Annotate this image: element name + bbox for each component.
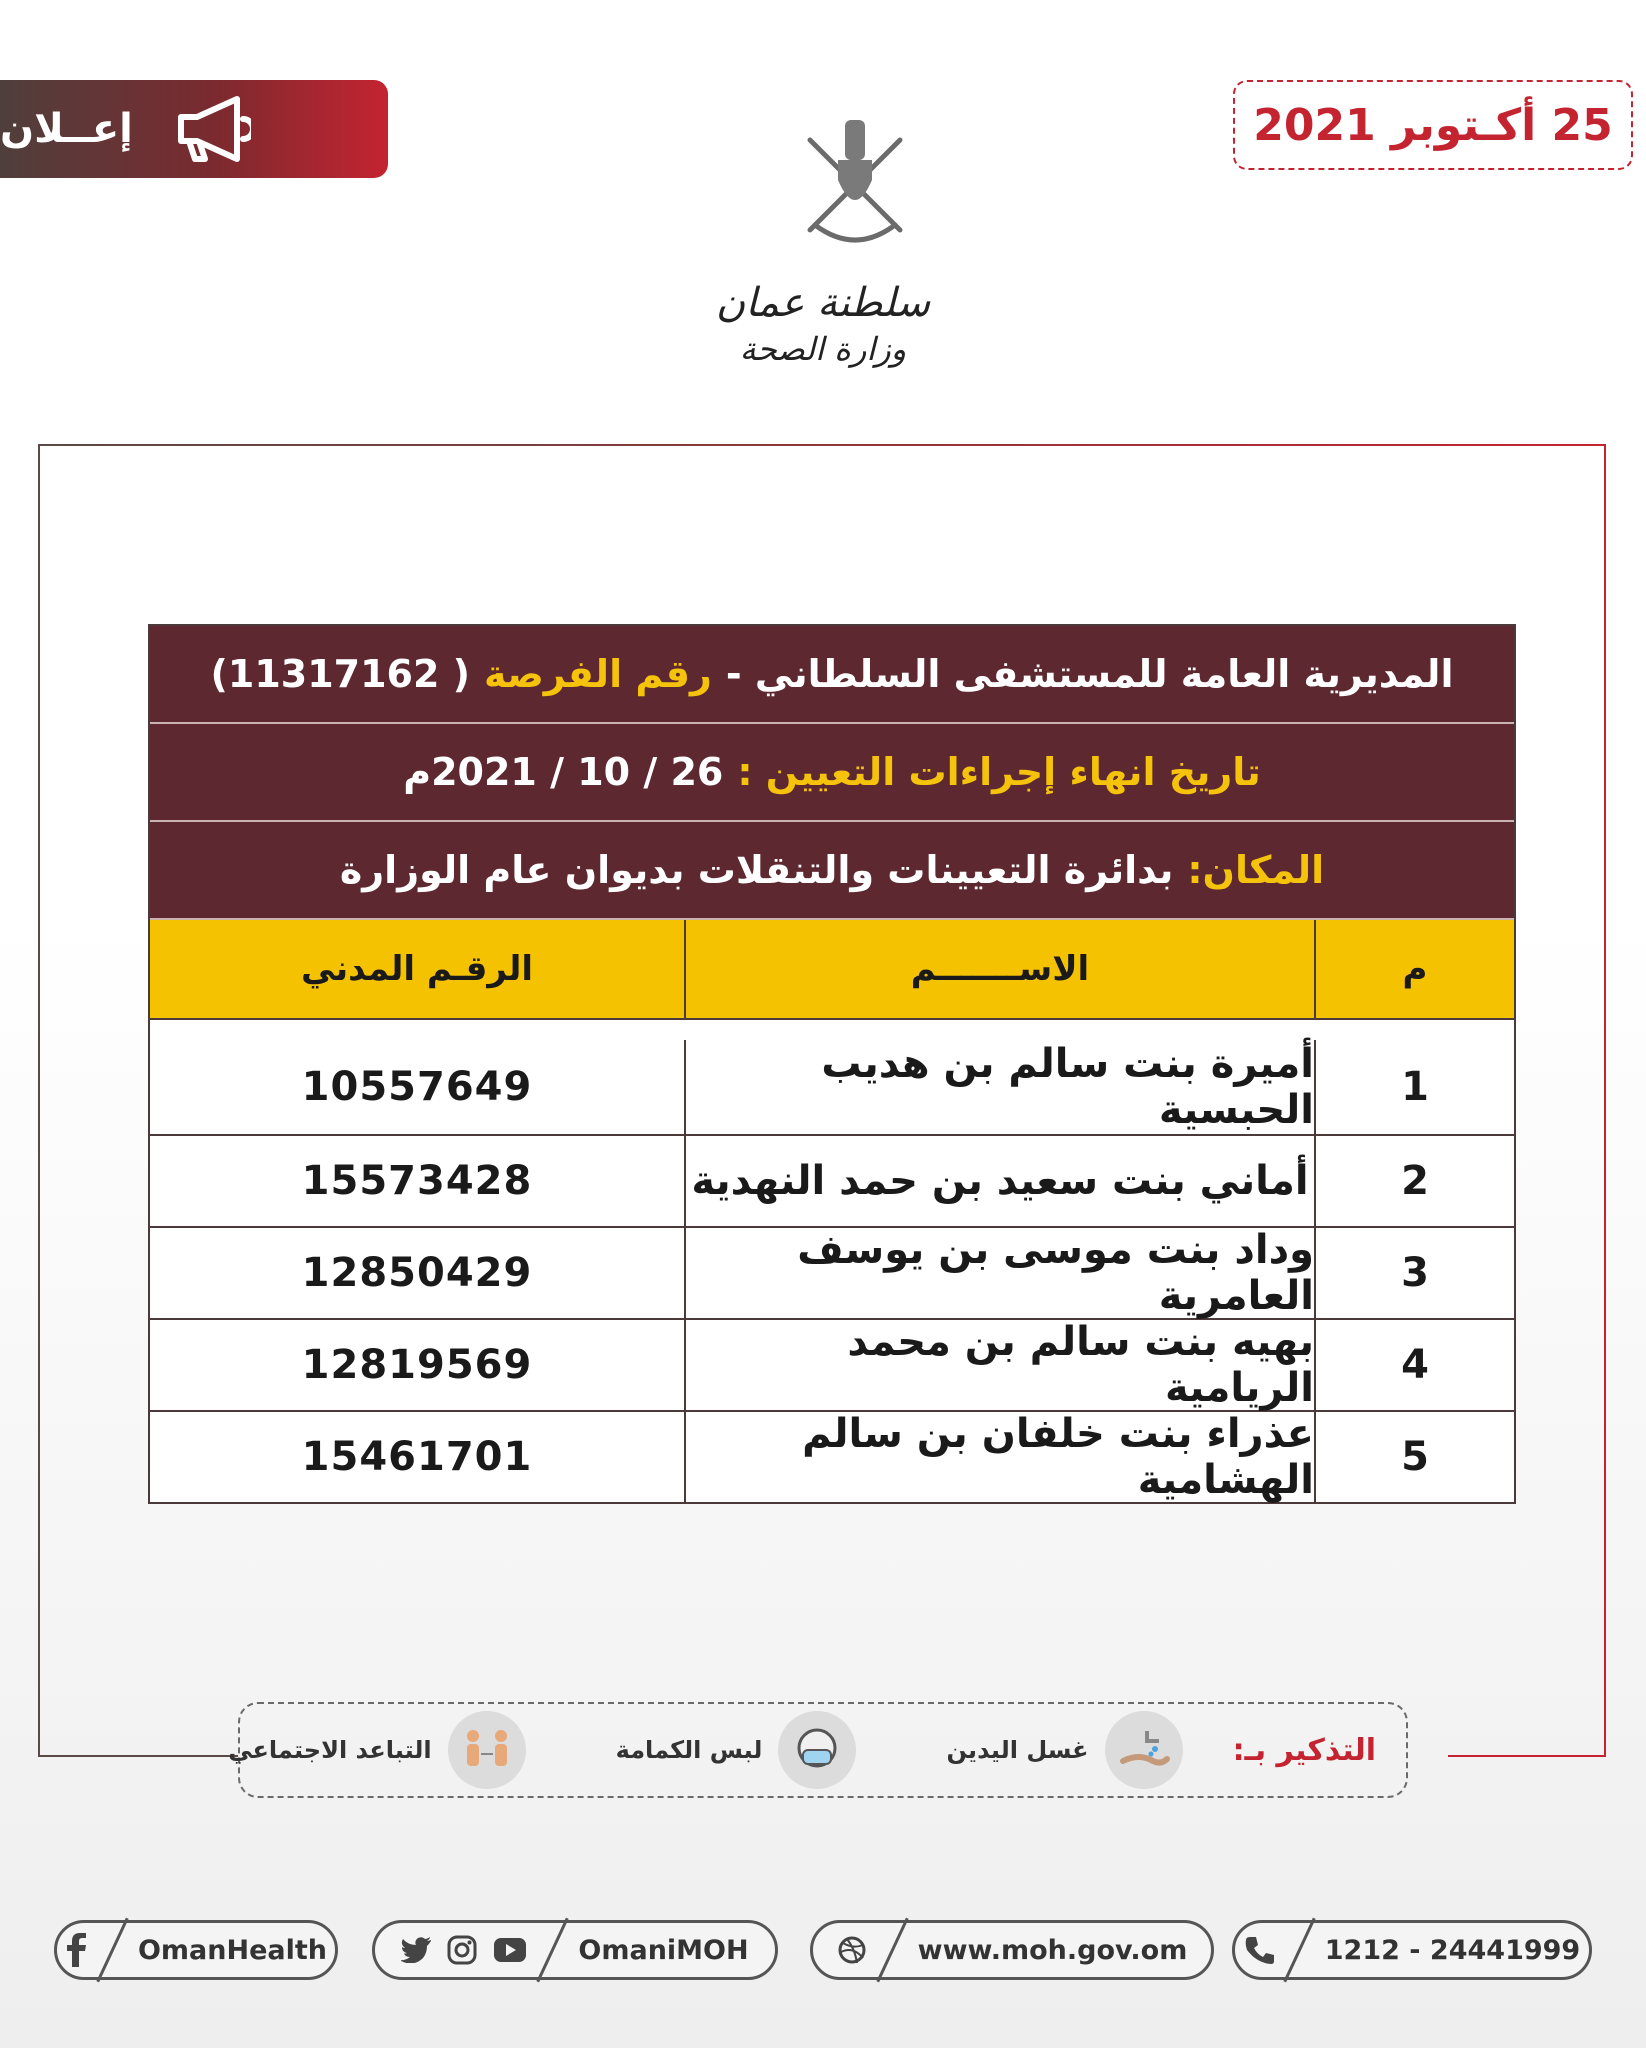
cell-name: بهيه بنت سالم بن محمد الريامية <box>684 1320 1314 1410</box>
divider <box>96 1918 128 1983</box>
phone-icon <box>1244 1935 1274 1965</box>
cell-civil-id: 15461701 <box>301 1434 533 1480</box>
cell-name: عذراء بنت خلفان بن سالم الهشامية <box>684 1412 1314 1502</box>
dribbble-icon <box>837 1935 867 1965</box>
table-row <box>150 1410 1514 1502</box>
col-header-civil-id: الرقـم المدني <box>301 949 533 989</box>
frame-line <box>38 444 1606 446</box>
frame-line <box>1604 444 1606 1757</box>
table-row <box>150 1226 1514 1318</box>
reminder-item-hand-wash <box>946 1711 1182 1789</box>
cell-name: أميرة بنت سالم بن هديب الحبسية <box>684 1040 1314 1134</box>
social-handle: OmaniMOH <box>578 1934 749 1966</box>
social-distance-icon <box>448 1711 526 1789</box>
frame-line <box>38 1755 238 1757</box>
instagram-icon <box>447 1935 477 1965</box>
frame-line <box>1448 1755 1606 1757</box>
footer <box>0 1920 1646 2010</box>
cell-num: 2 <box>1314 1136 1514 1226</box>
cell-civil-id: 10557649 <box>301 1064 533 1110</box>
deadline-value: 26 / 10 / 2021م <box>403 750 724 794</box>
hand-wash-icon <box>1105 1711 1183 1789</box>
reminder-title: التذكير بـ: <box>1232 1732 1376 1768</box>
opportunity-number: ( 11317162) <box>210 652 471 696</box>
phone-number: 1212 - 24441999 <box>1324 1934 1581 1966</box>
twitter-icon <box>401 1937 431 1963</box>
table-row <box>150 1134 1514 1226</box>
covid-reminder <box>228 1702 1408 1798</box>
cell-civil-id: 12850429 <box>301 1250 533 1296</box>
cell-name: أماني بنت سعيد بن حمد النهدية <box>684 1136 1314 1226</box>
face-mask-icon <box>778 1711 856 1789</box>
phone-link[interactable] <box>1232 1920 1592 1980</box>
website-url: www.moh.gov.om <box>917 1934 1188 1966</box>
website-link[interactable] <box>810 1920 1214 1980</box>
facebook-link[interactable] <box>54 1920 338 1980</box>
location-label: المكان: <box>1187 848 1325 892</box>
cell-name: وداد بنت موسى بن يوسف العامرية <box>684 1228 1314 1318</box>
band-directorate <box>150 626 1514 724</box>
divider <box>537 1918 569 1983</box>
cell-civil-id: 15573428 <box>301 1158 533 1204</box>
cell-num: 1 <box>1314 1040 1514 1134</box>
cell-num: 3 <box>1314 1228 1514 1318</box>
table-row <box>150 1318 1514 1410</box>
divider <box>1283 1918 1315 1983</box>
reminder-label: غسل اليدين <box>946 1736 1089 1764</box>
deadline-label: تاريخ انهاء إجراءات التعيين : <box>737 750 1261 794</box>
reminder-label: التباعد الاجتماعي <box>228 1736 432 1764</box>
opportunity-label: رقم الفرصة <box>484 652 712 696</box>
ministry-logo <box>700 80 946 380</box>
reminder-item-mask <box>616 1711 857 1789</box>
appointees-table <box>148 624 1516 1504</box>
frame-line <box>38 444 40 1757</box>
band-location <box>150 822 1514 920</box>
location-value: بدائرة التعيينات والتنقلات بديوان عام الوزارة <box>339 848 1174 892</box>
band-deadline <box>150 724 1514 822</box>
announcement-label: إعــلان <box>0 106 133 152</box>
reminder-item-distance <box>228 1711 525 1789</box>
facebook-handle: OmanHealth <box>137 1934 328 1966</box>
col-header-num: م <box>1314 920 1514 1018</box>
megaphone-icon <box>167 95 251 163</box>
table-header <box>150 920 1514 1018</box>
cell-civil-id: 12819569 <box>301 1342 533 1388</box>
social-link[interactable] <box>372 1920 778 1980</box>
table-row <box>150 1018 1514 1134</box>
logo-country-text: سلطنة عمان <box>715 280 931 326</box>
logo-ministry-text: وزارة الصحة <box>739 330 907 368</box>
cell-num: 4 <box>1314 1320 1514 1410</box>
youtube-icon <box>493 1937 527 1963</box>
cell-num: 5 <box>1314 1412 1514 1502</box>
announcement-date: 25 أكـتوبر 2021 <box>1233 80 1633 170</box>
facebook-icon <box>65 1933 87 1967</box>
crescent-emblem-icon <box>700 80 946 280</box>
reminder-label: لبس الكمامة <box>615 1736 763 1764</box>
announcement-ribbon <box>0 80 388 178</box>
directorate-text: المديرية العامة للمستشفى السلطاني - <box>725 652 1454 696</box>
col-header-name: الاســـــــم <box>684 920 1314 1018</box>
divider <box>876 1918 908 1983</box>
table-body <box>150 1018 1514 1502</box>
